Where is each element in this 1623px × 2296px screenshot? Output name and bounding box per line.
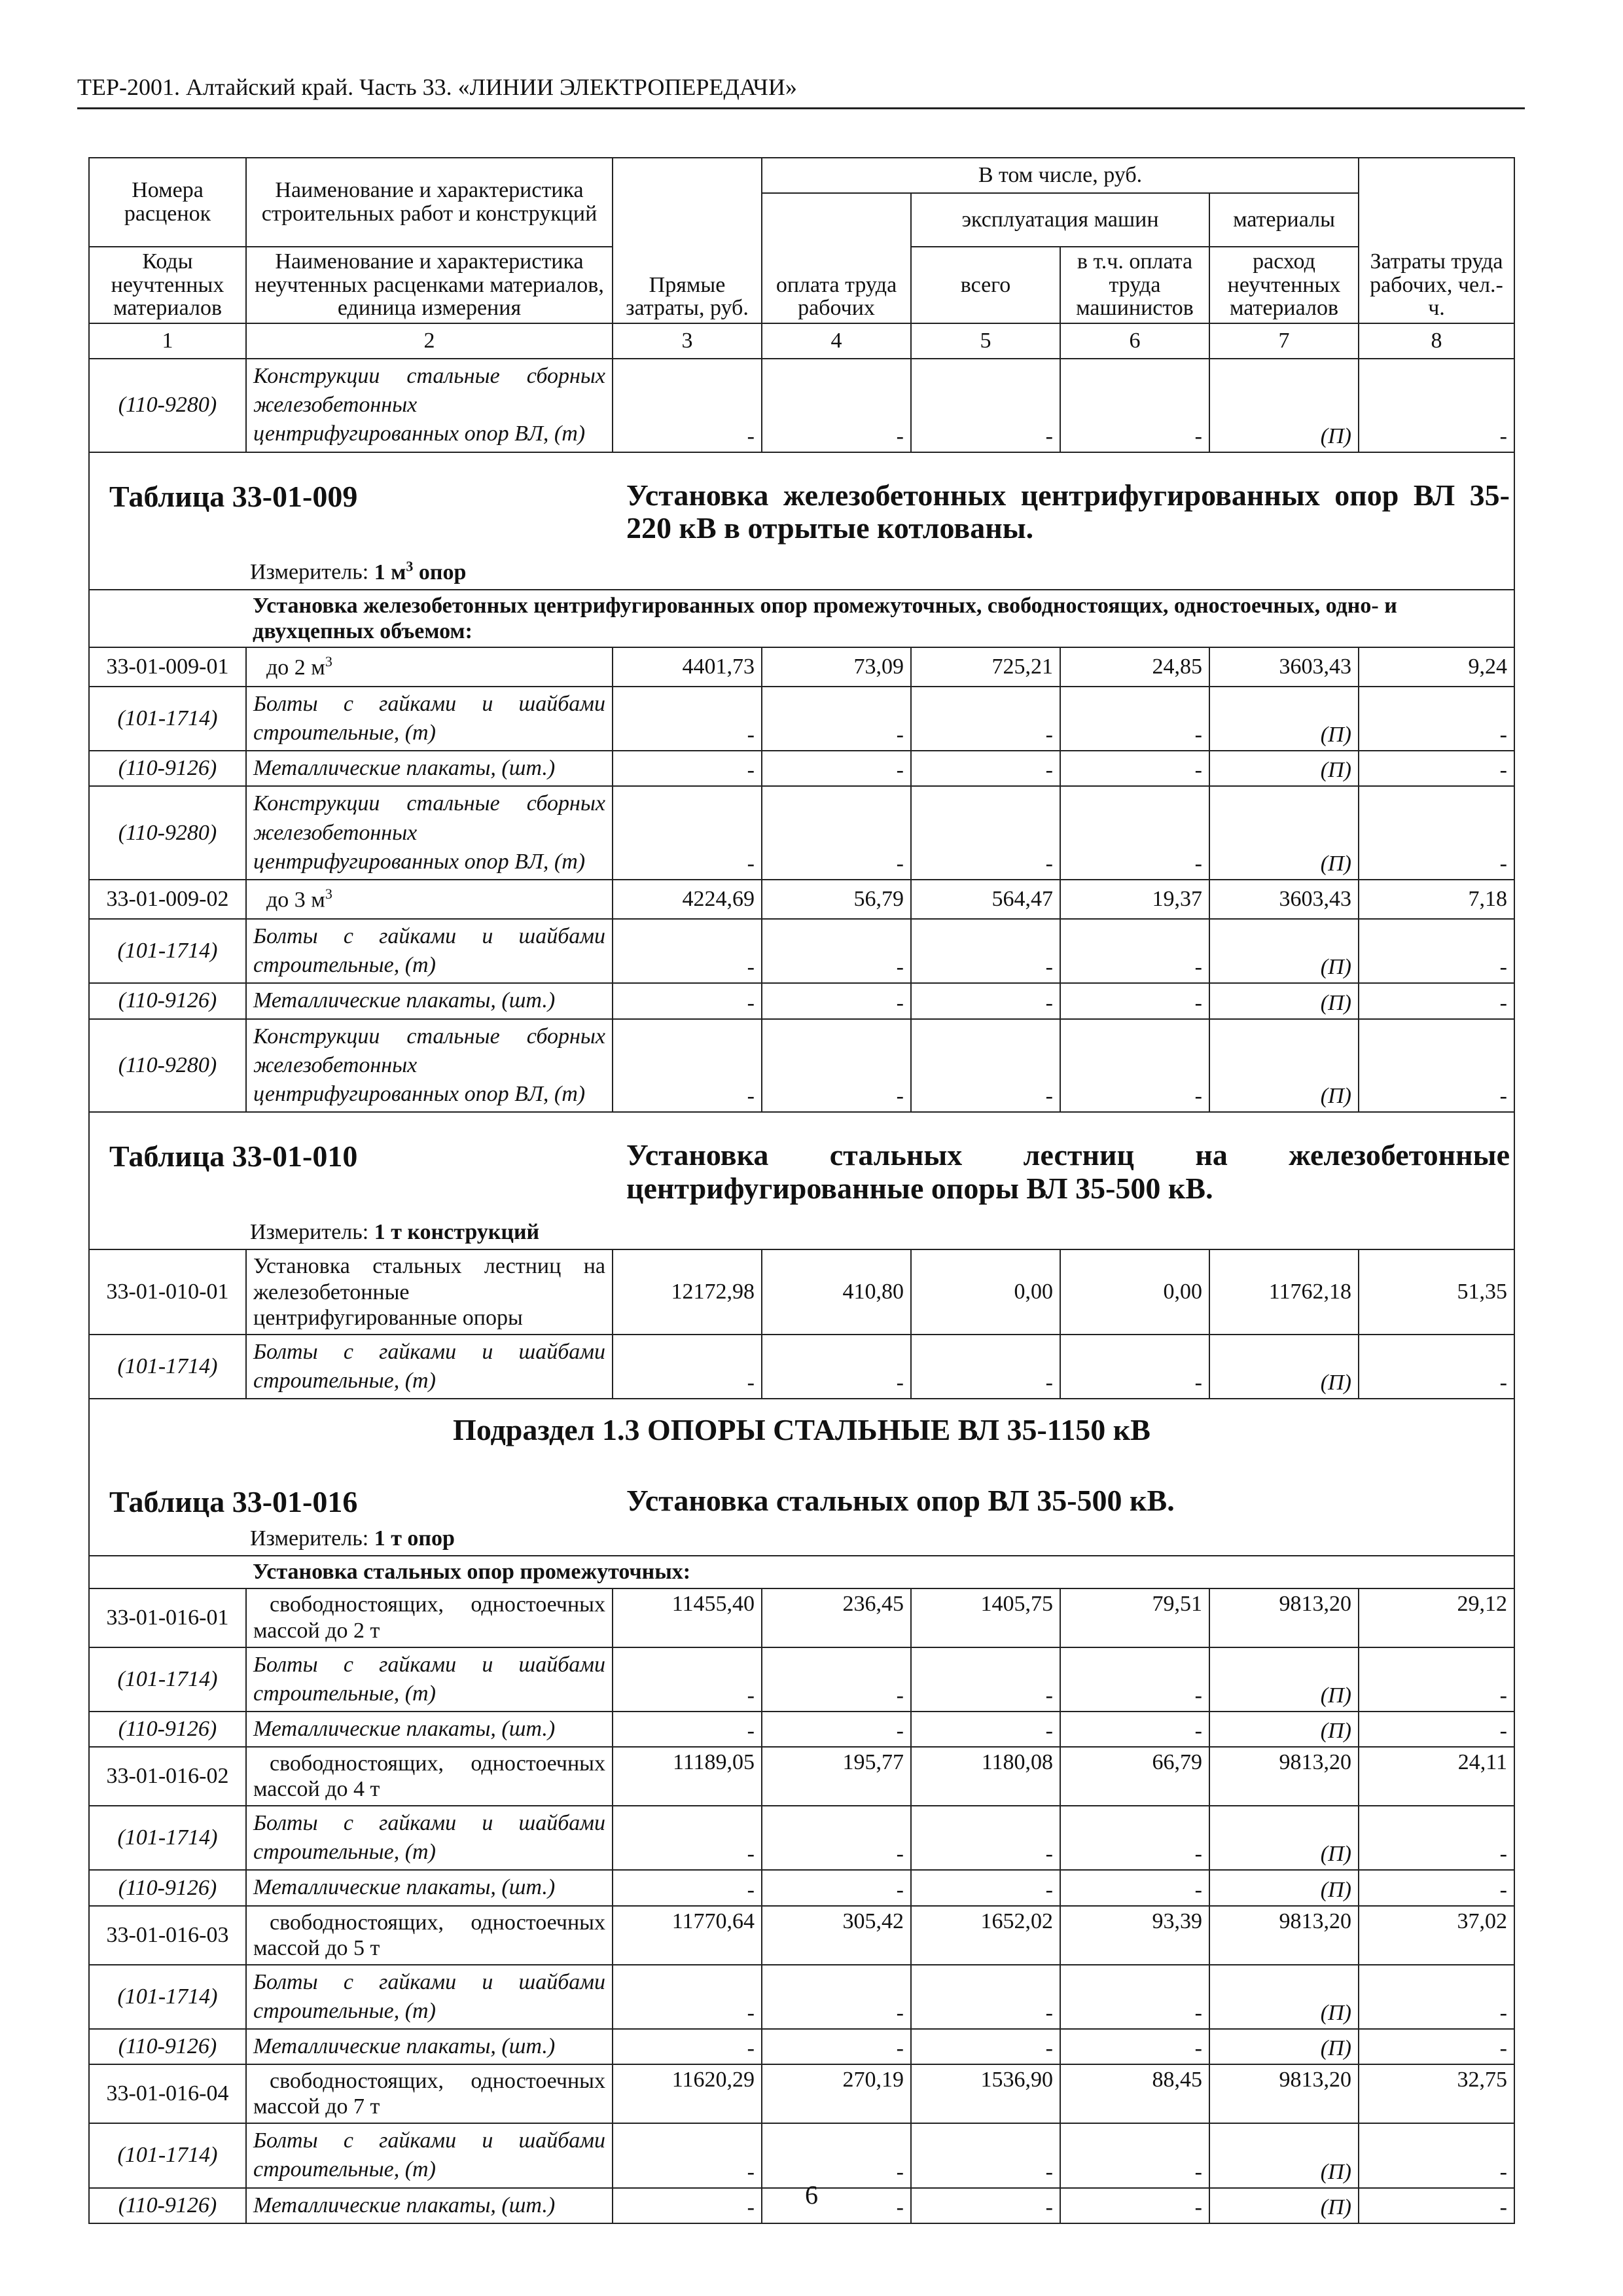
cell-p: (П) [1209,1806,1359,1870]
cell-p: (П) [1209,2029,1359,2064]
cell-dash: - [1060,359,1209,452]
machine-total: 1405,75 [911,1588,1060,1647]
material-code: (110-9280) [89,359,246,452]
meter-tail: опор [418,560,467,584]
rate-row [89,880,1514,919]
cell-p: (П) [1209,751,1359,786]
column-numbers-row [89,323,1514,359]
cell-dash: - [1359,1647,1514,1712]
material-code: (110-9280) [89,786,246,880]
cell-p: (П) [1209,1019,1359,1113]
cell-dash: - [762,1870,911,1905]
cell-dash: - [1359,1806,1514,1870]
cell-dash: - [613,2029,762,2064]
table-016-title-cell [89,1399,1514,1556]
cell-dash: - [1359,1965,1514,2029]
worker-pay: 305,42 [762,1906,911,1965]
rate-code: 33-01-009-01 [89,647,246,687]
cell-dash: - [1359,751,1514,786]
cell-dash: - [1359,2029,1514,2064]
cell-dash: - [911,1870,1060,1905]
material-row [89,2123,1514,2187]
table-016-group-row [89,1556,1514,1588]
direct-costs: 11189,05 [613,1747,762,1806]
table-009-id: Таблица 33-01-009 [109,479,358,513]
table-010-title-cell [89,1112,1514,1249]
cell-dash: - [762,2188,911,2223]
rate-row [89,1588,1514,1647]
cell-dash: - [911,1965,1060,2029]
cell-p: (П) [1209,786,1359,880]
cell-p: (П) [1209,687,1359,751]
labor-cost: 37,02 [1359,1906,1514,1965]
worker-pay: 236,45 [762,1588,911,1647]
cell-dash: - [911,2123,1060,2187]
machinist-pay: 24,85 [1060,647,1209,687]
col-direct-costs: Прямые затраты, руб. [613,158,762,323]
cell-dash: - [613,1647,762,1712]
machine-total: 564,47 [911,880,1060,919]
material-name: Металлические плакаты, (шт.) [246,2029,613,2064]
rate-code: 33-01-016-03 [89,1906,246,1965]
subsection-title: Подраздел 1.3 ОПОРЫ СТАЛЬНЫЕ ВЛ 35-1150 кВ [453,1413,1150,1447]
machine-total: 1652,02 [911,1906,1060,1965]
materials-cost: 3603,43 [1209,880,1359,919]
rate-code: 33-01-010-01 [89,1249,246,1335]
col-num: 8 [1359,323,1514,359]
table-009-group: Установка железобетонных центрифугированных опор промежуточных, свободностоящих, одностоечных, одно- и двухцепных объемом: [246,590,1514,647]
cell-dash: - [1060,1870,1209,1905]
cell-dash: - [1060,786,1209,880]
col-num: 3 [613,323,762,359]
cell-dash: - [1060,1965,1209,2029]
cell-dash: - [613,1870,762,1905]
rate-name [246,647,613,687]
labor-cost: 32,75 [1359,2064,1514,2123]
material-row [89,919,1514,983]
cell-dash: - [911,2029,1060,2064]
cell-dash: - [1359,687,1514,751]
rate-name: свободностоящих, одностоечных массой до 5 т [246,1906,613,1965]
meter-label: Измеритель: [250,560,369,584]
table-010-title: Установка стальных лестниц на железобетонные центрифугированные опоры ВЛ 35-500 кВ. [626,1138,1510,1205]
rate-name: свободностоящих, одностоечных массой до 4 т [246,1747,613,1806]
rate-code: 33-01-016-01 [89,1588,246,1647]
empty-cell [89,1556,246,1588]
cell-dash: - [613,983,762,1018]
material-name: Металлические плакаты, (шт.) [246,751,613,786]
page-number: 6 [805,2180,818,2210]
cell-dash: - [613,1712,762,1747]
material-row [89,1712,1514,1747]
col-machinist-pay: в т.ч. оплата труда машинистов [1060,247,1209,323]
rate-code: 33-01-016-02 [89,1747,246,1806]
meter-value: 1 м [374,560,406,584]
col-num: 4 [762,323,911,359]
cell-dash: - [1359,1870,1514,1905]
table-016-meter [250,1526,455,1551]
direct-costs: 11620,29 [613,2064,762,2123]
cell-dash: - [762,1806,911,1870]
material-row [89,687,1514,751]
worker-pay: 73,09 [762,647,911,687]
col-num: 1 [89,323,246,359]
material-row [89,1647,1514,1712]
materials-cost: 3603,43 [1209,647,1359,687]
cell-p: (П) [1209,359,1359,452]
col-material-codes: Коды неучтенных материалов [89,247,246,323]
cell-dash: - [1359,786,1514,880]
material-name: Металлические плакаты, (шт.) [246,1712,613,1747]
material-name: Металлические плакаты, (шт.) [246,1870,613,1905]
cell-dash: - [1060,1647,1209,1712]
material-code: (101-1714) [89,1806,246,1870]
machinist-pay: 66,79 [1060,1747,1209,1806]
cell-dash: - [1359,1712,1514,1747]
direct-costs: 12172,98 [613,1249,762,1335]
col-machine-total: всего [911,247,1060,323]
material-name: Металлические плакаты, (шт.) [246,983,613,1018]
worker-pay: 195,77 [762,1747,911,1806]
worker-pay: 56,79 [762,880,911,919]
table-016-group: Установка стальных опор промежуточных: [246,1556,1514,1588]
material-row [89,359,1514,452]
col-num: 2 [246,323,613,359]
direct-costs: 4401,73 [613,647,762,687]
materials-cost: 9813,20 [1209,1747,1359,1806]
cell-dash: - [762,786,911,880]
rate-name-sup: 3 [325,886,332,903]
cell-dash: - [762,359,911,452]
rate-code: 33-01-009-02 [89,880,246,919]
cell-dash: - [1060,2188,1209,2223]
cell-dash: - [1060,2029,1209,2064]
cell-p: (П) [1209,1965,1359,2029]
table-009-group-row [89,590,1514,647]
table-016-id: Таблица 33-01-016 [109,1485,358,1519]
cell-dash: - [613,359,762,452]
material-code: (101-1714) [89,2123,246,2187]
col-num: 6 [1060,323,1209,359]
machinist-pay: 88,45 [1060,2064,1209,2123]
cell-dash: - [1060,1712,1209,1747]
cell-dash: - [1359,2123,1514,2187]
table-009-title-cell [89,452,1514,590]
material-code: (101-1714) [89,1647,246,1712]
col-labor-costs: Затраты труда рабочих, чел.-ч. [1359,158,1514,323]
rate-row [89,1747,1514,1806]
rate-name-text: до 3 м [266,888,325,912]
material-name: Металлические плакаты, (шт.) [246,2188,613,2223]
rate-row [89,1249,1514,1335]
worker-pay: 410,80 [762,1249,911,1335]
table-009-title: Установка железобетонных центрифугированных опор ВЛ 35-220 кВ в отрытые котлованы. [626,478,1510,545]
cell-dash: - [1359,2188,1514,2223]
labor-cost: 29,12 [1359,1588,1514,1647]
cell-dash: - [613,786,762,880]
cell-p: (П) [1209,919,1359,983]
meter-value: 1 т опор [374,1526,455,1551]
cell-dash: - [911,2188,1060,2223]
rate-name-text: до 2 м [266,655,325,680]
labor-cost: 24,11 [1359,1747,1514,1806]
material-name: Болты с гайками и шайбами строительные, (т) [246,919,613,983]
direct-costs: 11770,64 [613,1906,762,1965]
material-code: (101-1714) [89,687,246,751]
cell-dash: - [911,1335,1060,1399]
col-materials: материалы [1209,193,1359,247]
cell-p: (П) [1209,1647,1359,1712]
labor-cost: 51,35 [1359,1249,1514,1335]
labor-cost: 7,18 [1359,880,1514,919]
cell-p: (П) [1209,1712,1359,1747]
machinist-pay: 0,00 [1060,1249,1209,1335]
cell-dash: - [911,687,1060,751]
table-016-title-row [89,1399,1514,1556]
cell-dash: - [1359,1335,1514,1399]
table-010-id: Таблица 33-01-010 [109,1139,358,1174]
rate-name-sup: 3 [325,653,332,670]
table-010-title-row [89,1112,1514,1249]
cell-dash: - [1359,919,1514,983]
cell-dash: - [911,359,1060,452]
table-009-title-row [89,452,1514,590]
cell-dash: - [1359,983,1514,1018]
material-code: (110-9126) [89,2029,246,2064]
cell-p: (П) [1209,1335,1359,1399]
cell-dash: - [911,919,1060,983]
cell-dash: - [613,1965,762,2029]
cell-dash: - [762,1712,911,1747]
cell-dash: - [762,2123,911,2187]
material-row [89,2029,1514,2064]
meter-value: 1 т конструкций [374,1220,540,1245]
cell-dash: - [1060,1335,1209,1399]
materials-cost: 9813,20 [1209,2064,1359,2123]
col-rate-numbers: Номера расценок [89,158,246,247]
cell-dash: - [613,1335,762,1399]
material-name: Болты с гайками и шайбами строительные, (т) [246,1335,613,1399]
cell-dash: - [911,983,1060,1018]
direct-costs: 4224,69 [613,880,762,919]
col-in-total: В том числе, руб. [762,158,1359,193]
table-009-meter [250,558,466,584]
material-row [89,1806,1514,1870]
material-name: Болты с гайками и шайбами строительные, (т) [246,2123,613,2187]
cell-dash: - [613,919,762,983]
rate-row [89,2064,1514,2123]
cell-p: (П) [1209,2123,1359,2187]
material-row [89,786,1514,880]
material-name: Конструкции стальные сборных железобетонных центрифугированных опор ВЛ, (т) [246,1019,613,1113]
cell-dash: - [911,1712,1060,1747]
material-code: (101-1714) [89,1335,246,1399]
rate-name [246,880,613,919]
cell-dash: - [762,1965,911,2029]
material-code: (110-9280) [89,1019,246,1113]
rate-name: свободностоящих, одностоечных массой до 7 т [246,2064,613,2123]
direct-costs: 11455,40 [613,1588,762,1647]
meter-label: Измеритель: [250,1526,369,1551]
cell-dash: - [1060,1019,1209,1113]
cell-p: (П) [1209,983,1359,1018]
material-name: Болты с гайками и шайбами строительные, (т) [246,687,613,751]
cell-dash: - [1359,1019,1514,1113]
col-unaccounted-materials: расход неучтенных материалов [1209,247,1359,323]
table-010-meter [250,1220,539,1245]
material-code: (110-9126) [89,751,246,786]
empty-cell [89,590,246,647]
material-row [89,1335,1514,1399]
machine-total: 725,21 [911,647,1060,687]
cell-dash: - [762,1335,911,1399]
cell-dash: - [911,1806,1060,1870]
cell-dash: - [1060,1806,1209,1870]
material-row [89,1870,1514,1905]
cell-dash: - [762,2029,911,2064]
rate-row [89,647,1514,687]
materials-cost: 9813,20 [1209,1588,1359,1647]
cell-p: (П) [1209,2188,1359,2223]
machine-total: 1180,08 [911,1747,1060,1806]
cell-dash: - [613,2188,762,2223]
material-code: (110-9126) [89,983,246,1018]
col-work-name: Наименование и характеристика строительных работ и конструкций [246,158,613,247]
cell-dash: - [762,919,911,983]
cell-dash: - [762,983,911,1018]
col-machine-operation: эксплуатация машин [911,193,1209,247]
cell-dash: - [911,1647,1060,1712]
rate-name: Установка стальных лестниц на железобетонные центрифугированные опоры [246,1249,613,1335]
material-row [89,1019,1514,1113]
labor-cost: 9,24 [1359,647,1514,687]
rate-name: свободностоящих, одностоечных массой до 2 т [246,1588,613,1647]
cell-dash: - [1060,983,1209,1018]
material-code: (110-9126) [89,1870,246,1905]
material-name: Болты с гайками и шайбами строительные, (т) [246,1965,613,2029]
machinist-pay: 93,39 [1060,1906,1209,1965]
machine-total: 1536,90 [911,2064,1060,2123]
cell-dash: - [762,1647,911,1712]
page-header: ТЕР-2001. Алтайский край. Часть 33. «ЛИНИИ ЭЛЕКТРОПЕРЕДАЧИ» [77,73,1525,109]
materials-cost: 11762,18 [1209,1249,1359,1335]
material-row [89,983,1514,1018]
col-num: 5 [911,323,1060,359]
cell-dash: - [911,1019,1060,1113]
cell-dash: - [613,2123,762,2187]
cell-dash: - [1359,359,1514,452]
material-name: Болты с гайками и шайбами строительные, (т) [246,1647,613,1712]
material-code: (101-1714) [89,1965,246,2029]
material-code: (110-9126) [89,2188,246,2223]
cell-dash: - [613,1806,762,1870]
material-code: (110-9126) [89,1712,246,1747]
cell-p: (П) [1209,1870,1359,1905]
cell-dash: - [911,751,1060,786]
table-016-title: Установка стальных опор ВЛ 35-500 кВ. [626,1484,1175,1518]
material-name: Конструкции стальные сборных железобетонных центрифугированных опор ВЛ, (т) [246,359,613,452]
cell-dash: - [1060,919,1209,983]
cell-dash: - [1060,2123,1209,2187]
worker-pay: 270,19 [762,2064,911,2123]
header-row-1 [89,158,1514,193]
cell-dash: - [1060,687,1209,751]
col-worker-pay: оплата труда рабочих [762,193,911,323]
machinist-pay: 79,51 [1060,1588,1209,1647]
rates-table [88,157,1515,2224]
material-name: Конструкции стальные сборных железобетонных центрифугированных опор ВЛ, (т) [246,786,613,880]
material-code: (101-1714) [89,919,246,983]
cell-dash: - [762,751,911,786]
cell-dash: - [613,1019,762,1113]
rate-code: 33-01-016-04 [89,2064,246,2123]
cell-dash: - [613,751,762,786]
meter-sup: 3 [406,558,414,575]
material-row [89,751,1514,786]
material-name: Болты с гайками и шайбами строительные, (т) [246,1806,613,1870]
cell-dash: - [762,1019,911,1113]
rate-row [89,1906,1514,1965]
cell-dash: - [762,687,911,751]
materials-cost: 9813,20 [1209,1906,1359,1965]
machine-total: 0,00 [911,1249,1060,1335]
cell-dash: - [613,687,762,751]
machinist-pay: 19,37 [1060,880,1209,919]
meter-label: Измеритель: [250,1220,369,1245]
cell-dash: - [1060,751,1209,786]
cell-dash: - [911,786,1060,880]
material-row [89,1965,1514,2029]
col-material-name: Наименование и характеристика неучтенных расценками материалов, единица измерения [246,247,613,323]
col-num: 7 [1209,323,1359,359]
